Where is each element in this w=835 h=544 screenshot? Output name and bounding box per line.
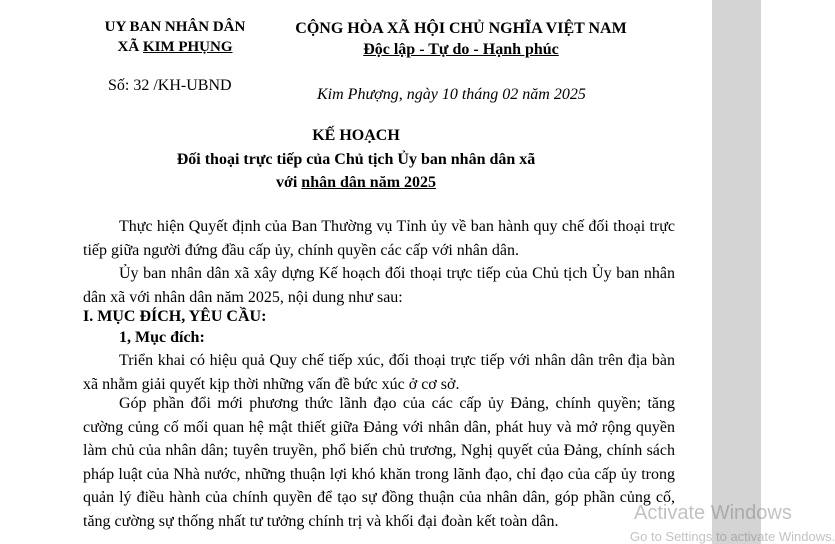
window-gutter bbox=[712, 0, 761, 544]
paragraph-1: Thực hiện Quyết định của Ban Thường vụ Tỉnh ủy về ban hành quy chế đối thoại trực tiếp giữa người đứng đầu cấp ủy, chính quyền các cấp với nhân dân. bbox=[83, 218, 675, 259]
paragraph-2: Ủy ban nhân dân xã xây dựng Kế hoạch đối thoại trực tiếp của Chủ tịch Ủy ban nhân dân xã với nhân dân năm 2025, nội dung như sau: bbox=[83, 265, 675, 306]
subtitle-prefix: với bbox=[275, 174, 302, 191]
document-number: Số: 32 /KH-UBND bbox=[108, 77, 232, 94]
paragraph-4: Góp phần đổi mới phương thức lãnh đạo của các cấp ủy Đảng, chính quyền; tăng cường củng cố mối quan hệ mật thiết giữa Đảng với nhân dân, phát huy và mở rộng quyền làm chủ của nhân dân; tuyên truyền, phổ biến chủ trương, Nghị quyết của Đảng, chính sách pháp luật của Nhà nước, những thuận lợi khó khăn trong lãnh đạo, chỉ đạo của cấp ủy trong quản lý điều hành của chính quyền để tạo sự đồng thuận của nhân dân, góp phần củng cố, tăng cường sự thống nhất tư tưởng chính trị và khối đại đoàn kết toàn dân. bbox=[83, 395, 675, 530]
section-heading-1: I. MỤC ĐÍCH, YÊU CẦU: bbox=[83, 308, 267, 325]
subtitle-underlined: nhân dân năm 2025 bbox=[301, 174, 437, 191]
motto-text: Độc lập - Tự do - Hạnh phúc bbox=[363, 41, 559, 58]
activation-watermark-sub: Go to Settings to activate Windows. bbox=[630, 529, 835, 544]
commune-prefix: XÃ bbox=[117, 39, 143, 55]
activation-watermark: Activate Windows bbox=[634, 502, 792, 524]
subsection-heading-1: 1, Mục đích: bbox=[119, 329, 205, 346]
document-subtitle-line1: Đối thoại trực tiếp của Chủ tịch Ủy ban nhân dân xã bbox=[176, 151, 536, 168]
document-title: KẾ HOẠCH bbox=[312, 127, 400, 144]
commune-name-underlined: KIM PHỤNG bbox=[142, 39, 233, 55]
paragraph-3: Triển khai có hiệu quả Quy chế tiếp xúc, đối thoại trực tiếp với nhân dân trên địa bàn xã nhằm giải quyết kịp thời những vấn đề bức xúc ở cơ sở. bbox=[83, 352, 675, 393]
agency-name: UY BAN NHÂN DÂN bbox=[104, 19, 246, 35]
document-subtitle-line2 bbox=[0, 174, 712, 192]
commune-name bbox=[95, 39, 255, 56]
national-motto bbox=[283, 41, 639, 59]
place-and-date: Kim Phượng, ngày 10 tháng 02 năm 2025 bbox=[317, 86, 586, 103]
nation-title: CỘNG HÒA XÃ HỘI CHỦ NGHĨA VIỆT NAM bbox=[295, 20, 627, 37]
